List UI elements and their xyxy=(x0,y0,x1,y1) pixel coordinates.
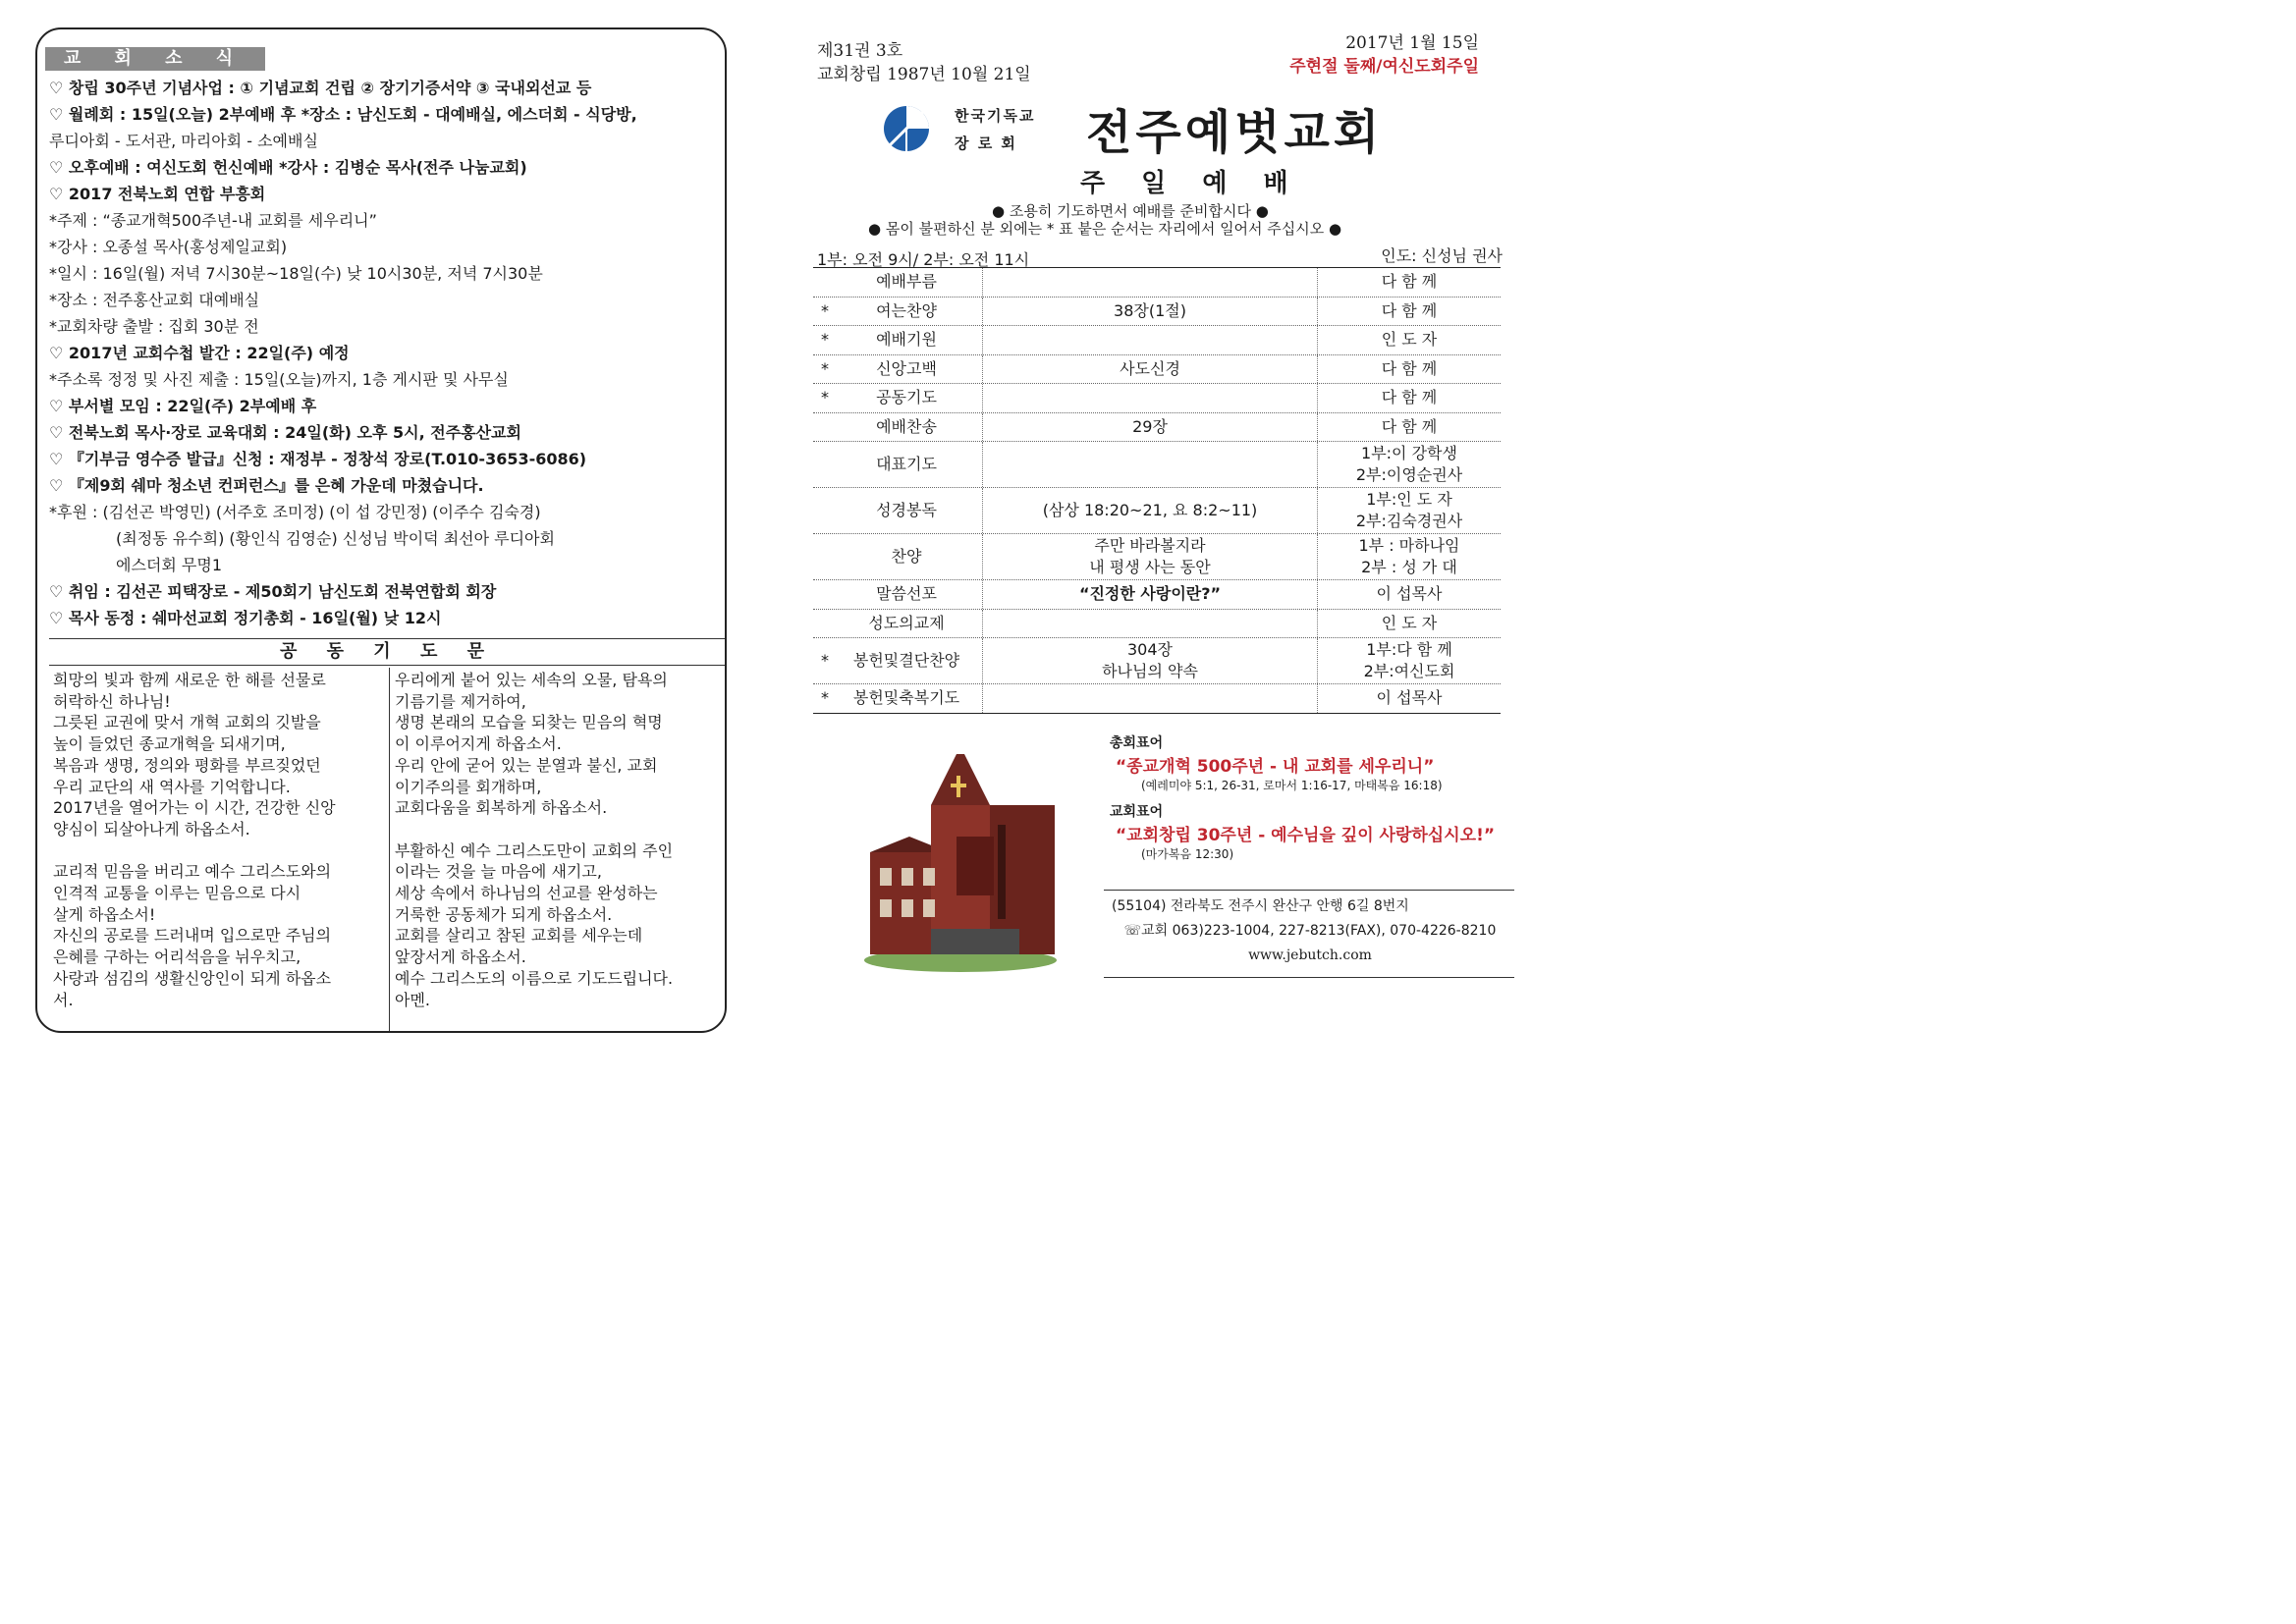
church-news-list xyxy=(49,75,721,631)
worship-element-char: 교 xyxy=(913,613,930,632)
standing-marker: * xyxy=(821,388,829,407)
worship-element-name xyxy=(837,355,982,384)
standing-marker: * xyxy=(821,651,829,670)
worship-element-char: 송 xyxy=(921,416,937,436)
news-item: ♡ 2017 전북노회 연합 부흥회 xyxy=(49,185,266,203)
news-item: 에스더회 무명1 xyxy=(116,556,223,574)
prayer-column-right xyxy=(395,670,725,1010)
worship-order-row xyxy=(813,298,1501,327)
prayer-line: 거룩한 공동체가 되게 하옵소서. xyxy=(395,904,613,924)
prayer-line: 사랑과 섬김의 생활신앙인이 되게 하옵소 xyxy=(53,968,332,988)
prayer-line: 세상 속에서 하나님의 선교를 완성하는 xyxy=(395,884,658,903)
worship-element-char: 성 xyxy=(868,613,884,632)
worship-order-row xyxy=(813,534,1501,580)
detail-line xyxy=(983,271,1317,293)
prayer-column-left xyxy=(53,670,387,1010)
worship-element-char: 도 xyxy=(944,688,960,708)
prayer-line: 희망의 빛과 함께 새로운 한 해를 선물로 xyxy=(53,671,326,689)
standing-marker xyxy=(813,488,837,533)
worship-element-char: 및 xyxy=(883,688,900,708)
worship-element-char: 씀 xyxy=(891,584,906,604)
worship-element-name xyxy=(837,488,982,533)
prayer-line: 기름기를 제거하여, xyxy=(395,691,526,711)
prayer-line: 살게 하옵소서! xyxy=(53,904,156,924)
prayer-line: 양심이 되살아나게 하옵소서. xyxy=(53,819,250,839)
worship-element-char: 백 xyxy=(921,358,937,378)
worship-element-char: 예 xyxy=(876,416,892,436)
prayer-line: 우리 교단의 새 역사를 기억합니다. xyxy=(53,777,291,796)
news-item: ♡ 월례회 : 15일(오늘) 2부예배 후 *장소 : 남신도회 - 대예배실, 에스더회 - 식당방, xyxy=(49,105,637,124)
worship-element-char: 양 xyxy=(944,651,960,670)
worship-order-row xyxy=(813,268,1501,298)
prayer-column-divider xyxy=(389,668,390,1033)
worship-element-leader xyxy=(1318,326,1501,354)
detail-line xyxy=(983,329,1317,351)
leader-line: 2부 : 성 가 대 xyxy=(1361,558,1457,576)
church-website[interactable]: www.jebutch.com xyxy=(1248,947,1372,963)
worship-element-char: 포 xyxy=(921,584,937,604)
worship-element-leader xyxy=(1318,355,1501,384)
leader-line: 다 함 께 xyxy=(1381,300,1438,320)
church-motto-ref: (마가복음 12:30) xyxy=(1141,847,1234,861)
worship-element-char: 도 xyxy=(921,388,937,407)
worship-element-detail xyxy=(982,384,1318,412)
service-times: 1부: 오전 9시/ 2부: 오전 11시 xyxy=(817,250,1030,269)
standing-marker xyxy=(813,610,837,638)
volume-number: 제31권 3호 xyxy=(817,41,903,61)
prayer-line: 높이 들었던 종교개혁을 되새기며, xyxy=(53,734,286,754)
worship-order-row xyxy=(813,488,1501,534)
prayer-line: 2017년을 열어가는 이 시간, 건강한 신앙 xyxy=(53,798,336,818)
standing-marker: * xyxy=(821,688,829,708)
worship-element-char: 봉 xyxy=(852,688,869,708)
worship-element-char: 공 xyxy=(876,388,892,407)
worship-element-char: 동 xyxy=(891,388,906,407)
church-phone: ☏교회 063)223-1004, 227-8213(FAX), 070-4226-8210 xyxy=(1123,923,1497,939)
worship-title: 주 일 예 배 xyxy=(1080,169,1302,198)
leader-line: 이 섭목사 xyxy=(1376,584,1443,604)
liturgical-sunday: 주현절 둘째/여신도회주일 xyxy=(1289,57,1479,77)
prayer-line: 허락하신 하나님! xyxy=(53,691,171,711)
prayer-line: 서. xyxy=(53,990,74,1009)
church-building-photo xyxy=(862,746,1059,972)
notice-stand: ● 몸이 불편하신 분 외에는 * 표 붙은 순서는 자리에서 일어서 주십시오 ● xyxy=(868,220,1342,238)
worship-element-char: 경 xyxy=(891,501,906,519)
worship-element-char: 기 xyxy=(929,688,945,708)
worship-element-name xyxy=(837,684,982,713)
worship-element-char: 의 xyxy=(899,613,914,632)
worship-order-row xyxy=(813,684,1501,713)
denomination-line-1: 한국기독교 xyxy=(955,107,1036,125)
worship-element-leader xyxy=(1318,534,1501,579)
denomination xyxy=(955,102,1035,157)
worship-element-char: 도 xyxy=(883,613,900,632)
worship-element-char: 대 xyxy=(876,455,892,473)
worship-element-char: 배 xyxy=(891,272,906,292)
worship-element-detail xyxy=(982,268,1318,297)
worship-element-leader xyxy=(1318,684,1501,713)
standing-marker xyxy=(813,413,837,442)
news-item: *강사 : 오종설 목사(홍성제일교회) xyxy=(49,238,288,256)
worship-element-char: 찬 xyxy=(891,547,906,566)
standing-marker: * xyxy=(821,330,829,350)
assembly-motto: “종교개혁 500주년 - 내 교회를 세우리니” xyxy=(1116,757,1435,777)
news-item: ♡ 취임 : 김선곤 피택장로 - 제50회기 남신도회 전북연합회 회장 xyxy=(49,582,497,601)
worship-element-detail xyxy=(982,488,1318,533)
prayer-line: 생명 본래의 모습을 되찾는 믿음의 혁명 xyxy=(395,713,663,732)
detail-line: 29장 xyxy=(1132,416,1168,436)
prayer-line: 아멘. xyxy=(395,990,430,1009)
leader-line: 다 함 께 xyxy=(1381,272,1438,292)
news-item: ♡ 2017년 교회수첩 발간 : 22일(주) 예정 xyxy=(49,344,350,362)
worship-element-detail xyxy=(982,580,1318,609)
worship-element-detail xyxy=(982,638,1318,683)
worship-element-detail xyxy=(982,610,1318,638)
assembly-motto-ref: (예레미야 5:1, 26-31, 로마서 1:16-17, 마태복음 16:18) xyxy=(1141,779,1443,792)
worship-element-char: 배 xyxy=(891,416,906,436)
worship-element-detail xyxy=(982,413,1318,442)
worship-element-char: 기 xyxy=(906,330,922,350)
detail-line xyxy=(983,687,1317,709)
worship-element-name xyxy=(837,384,982,412)
prayer-line: 자신의 공로를 드러내며 입으로만 주님의 xyxy=(53,926,332,946)
leader-line: 다 함 께 xyxy=(1381,388,1438,407)
worship-element-char: 기 xyxy=(906,455,922,473)
worship-element-char: 예 xyxy=(876,272,892,292)
prayer-line xyxy=(53,840,387,862)
church-news-panel xyxy=(35,27,727,1033)
detail-line xyxy=(983,387,1317,408)
worship-element-detail xyxy=(982,534,1318,579)
prayer-line: 그릇된 교권에 맞서 개혁 교회의 깃발을 xyxy=(53,713,321,732)
standing-marker xyxy=(813,268,837,297)
worship-element-leader xyxy=(1318,610,1501,638)
worship-element-leader xyxy=(1318,384,1501,412)
news-item: 루디아회 - 도서관, 마리아회 - 소예배실 xyxy=(49,132,318,150)
worship-element-char: 름 xyxy=(921,272,937,292)
service-leader: 인도: 신성님 권사 xyxy=(1381,246,1503,265)
leader-line: 1부:다 함 께 xyxy=(1366,640,1452,659)
leader-line: 인 도 자 xyxy=(1381,613,1438,632)
worship-element-char: 앙 xyxy=(891,358,906,378)
church-motto-label: 교회표어 xyxy=(1110,804,1164,820)
worship-element-leader xyxy=(1318,298,1501,326)
detail-line: 내 평생 사는 동안 xyxy=(1089,558,1211,576)
leader-line: 이 섭목사 xyxy=(1376,688,1443,708)
worship-element-name xyxy=(837,326,982,354)
worship-element-name xyxy=(837,268,982,297)
worship-element-char: 도 xyxy=(921,455,937,473)
standing-marker: * xyxy=(821,358,829,378)
worship-element-char: 기 xyxy=(906,388,922,407)
news-item: (최정동 유수희) (황인식 김영순) 신성님 박이덕 최선아 루디아회 xyxy=(116,529,555,548)
church-contact xyxy=(1104,890,1514,978)
presbyterian-logo-icon xyxy=(882,104,931,153)
detail-line xyxy=(983,454,1317,475)
prayer-line: 교회다움을 회복하게 하옵소서. xyxy=(395,798,608,818)
order-of-worship xyxy=(813,267,1501,714)
prayer-line xyxy=(395,819,725,840)
worship-element-char: 결 xyxy=(899,651,914,670)
volume-info xyxy=(817,39,1031,86)
news-item: ♡ 오후예배 : 여신도회 헌신예배 *강사 : 김병순 목사(전주 나눔교회) xyxy=(49,158,527,177)
worship-element-char: 신 xyxy=(876,358,892,378)
leader-line: 다 함 께 xyxy=(1381,416,1438,436)
worship-element-char: 원 xyxy=(921,330,937,350)
founding-date: 교회창립 1987년 10월 21일 xyxy=(817,65,1031,84)
worship-order-row xyxy=(813,384,1501,413)
news-item: *교회차량 출발 : 집회 30분 전 xyxy=(49,317,259,336)
news-item: *후원 : (김선곤 박영민) (서주호 조미정) (이 섭 강민정) (이주수 김숙경) xyxy=(49,503,541,521)
news-item: ♡ 부서별 모임 : 22일(주) 2부예배 후 xyxy=(49,397,317,415)
prayer-line: 이기주의를 회개하며, xyxy=(395,777,542,796)
worship-element-char: 는 xyxy=(891,300,906,320)
worship-element-char: 복 xyxy=(913,688,930,708)
standing-marker xyxy=(813,442,837,487)
worship-element-char: 축 xyxy=(899,688,914,708)
denomination-line-2: 장 로 회 xyxy=(955,135,1017,152)
worship-element-char: 고 xyxy=(906,358,922,378)
worship-element-char: 말 xyxy=(876,584,892,604)
detail-line: (삼상 18:20~21, 요 8:2~11) xyxy=(1042,501,1258,519)
worship-order-row xyxy=(813,355,1501,385)
prayer-line: 이 이루어지게 하옵소서. xyxy=(395,734,562,754)
detail-line: 304장 xyxy=(1127,640,1173,659)
common-prayer-title: 공 동 기 도 문 xyxy=(49,638,727,666)
prayer-line: 부활하신 예수 그리스도만이 교회의 주인 xyxy=(395,840,674,860)
worship-element-char: 단 xyxy=(913,651,930,670)
church-motto: “교회창립 30주년 - 예수님을 깊이 사랑하십시오!” xyxy=(1116,826,1495,845)
prayer-line: 교리적 믿음을 버리고 예수 그리스도와의 xyxy=(53,862,332,882)
leader-line: 2부:김숙경권사 xyxy=(1355,512,1463,530)
standing-marker xyxy=(813,580,837,609)
worship-element-char: 양 xyxy=(921,300,937,320)
worship-element-char: 부 xyxy=(906,272,922,292)
worship-order-row xyxy=(813,442,1501,488)
church-news-header: 교 회 소 식 xyxy=(45,47,265,71)
standing-marker: * xyxy=(821,300,829,320)
prayer-line: 예수 그리스도의 이름으로 기도드립니다. xyxy=(395,968,674,988)
mottos-block xyxy=(1110,732,1512,862)
prayer-line: 교회를 살리고 참된 교회를 세우는데 xyxy=(395,926,643,946)
worship-element-char: 찬 xyxy=(906,416,922,436)
news-item: ♡ 목사 동정 : 쉐마선교회 정기총회 - 16일(월) 낮 12시 xyxy=(49,609,442,627)
worship-element-char: 예 xyxy=(876,330,892,350)
worship-order-row xyxy=(813,638,1501,684)
worship-element-char: 표 xyxy=(891,455,906,473)
worship-element-name xyxy=(837,442,982,487)
worship-element-char: 양 xyxy=(906,547,922,566)
worship-order-row xyxy=(813,580,1501,610)
leader-line: 1부 : 마하나임 xyxy=(1358,536,1460,555)
worship-element-leader xyxy=(1318,268,1501,297)
detail-line: 하나님의 약속 xyxy=(1102,662,1198,680)
leader-line: 1부:인 도 자 xyxy=(1366,490,1452,509)
leader-line: 1부:이 강학생 xyxy=(1361,444,1457,462)
news-item: ♡ 『기부금 영수증 발급』신청 : 재정부 - 정창석 장로(T.010-3653-6086) xyxy=(49,450,587,468)
worship-element-char: 찬 xyxy=(906,300,922,320)
worship-element-char: 및 xyxy=(883,651,900,670)
worship-element-char: 배 xyxy=(891,330,906,350)
worship-element-name xyxy=(837,413,982,442)
worship-element-char: 봉 xyxy=(852,651,869,670)
worship-element-name xyxy=(837,580,982,609)
detail-line xyxy=(983,613,1317,634)
prayer-line: 앞장서게 하옵소서. xyxy=(395,947,526,967)
worship-element-leader xyxy=(1318,580,1501,609)
worship-element-char: 헌 xyxy=(868,688,884,708)
prayer-line: 복음과 생명, 정의와 평화를 부르짖었던 xyxy=(53,755,321,775)
detail-line: 사도신경 xyxy=(1120,358,1180,378)
church-name: 전주예벗교회 xyxy=(1086,105,1384,160)
standing-marker xyxy=(813,534,837,579)
prayer-line: 은혜를 구하는 어리석음을 뉘우치고, xyxy=(53,947,301,967)
worship-element-char: 봉 xyxy=(906,501,922,519)
worship-element-char: 선 xyxy=(906,584,922,604)
worship-element-detail xyxy=(982,355,1318,384)
worship-element-char: 성 xyxy=(876,501,892,519)
worship-element-name xyxy=(837,298,982,326)
assembly-motto-label: 총회표어 xyxy=(1110,735,1164,751)
prayer-line: 우리 안에 굳어 있는 분열과 불신, 교회 xyxy=(395,755,658,775)
worship-order-row xyxy=(813,610,1501,639)
news-item: *장소 : 전주홍산교회 대예배실 xyxy=(49,291,260,309)
worship-element-detail xyxy=(982,298,1318,326)
worship-element-name xyxy=(837,638,982,683)
worship-element-detail xyxy=(982,442,1318,487)
worship-element-char: 제 xyxy=(929,613,945,632)
news-item: ♡ 『제9회 쉐마 청소년 컨퍼런스』를 은혜 가운데 마쳤습니다. xyxy=(49,476,484,495)
prayer-line: 이라는 것을 늘 마음에 새기고, xyxy=(395,862,602,882)
worship-element-char: 헌 xyxy=(868,651,884,670)
news-item: ♡ 창립 30주년 기념사업 : ① 기념교회 건립 ② 장기기증서약 ③ 국내외선교 등 xyxy=(49,79,592,97)
church-address: (55104) 전라북도 전주시 완산구 안행 6길 8번지 xyxy=(1112,898,1409,914)
worship-element-char: 독 xyxy=(921,501,937,519)
leader-line: 다 함 께 xyxy=(1381,358,1438,378)
worship-element-leader xyxy=(1318,488,1501,533)
worship-element-name xyxy=(837,610,982,638)
leader-line: 2부:여신도회 xyxy=(1363,662,1455,680)
leader-line: 2부:이영순권사 xyxy=(1355,465,1463,484)
news-item: *일시 : 16일(월) 저녁 7시30분~18일(수) 낮 10시30분, 저녁 7시30분 xyxy=(49,264,543,283)
worship-element-char: 여 xyxy=(876,300,892,320)
bulletin-date: 2017년 1월 15일 xyxy=(1345,33,1479,53)
worship-order-row xyxy=(813,413,1501,443)
worship-element-leader xyxy=(1318,413,1501,442)
news-item: *주소록 정정 및 사진 제출 : 15일(오늘)까지, 1층 게시판 및 사무실 xyxy=(49,370,509,389)
worship-element-detail xyxy=(982,326,1318,354)
leader-line: 인 도 자 xyxy=(1381,330,1438,350)
prayer-line: 인격적 교통을 이루는 믿음으로 다시 xyxy=(53,884,301,903)
news-item: *주제 : “종교개혁500주년-내 교회를 세우리니” xyxy=(49,211,377,230)
news-item: ♡ 전북노회 목사·장로 교육대회 : 24일(화) 오후 5시, 전주홍산교회 xyxy=(49,423,521,442)
prayer-line: 우리에게 붙어 있는 세속의 오물, 탐욕의 xyxy=(395,671,668,689)
detail-line: 주만 바라볼지라 xyxy=(1094,536,1206,555)
detail-line: 38장(1절) xyxy=(1114,300,1186,320)
worship-order-row xyxy=(813,326,1501,355)
worship-element-name xyxy=(837,534,982,579)
notice-prepare: ● 조용히 기도하면서 예배를 준비합시다 ● xyxy=(992,202,1269,220)
detail-line: “진정한 사랑이란?” xyxy=(1078,584,1222,604)
bulletin-date-block xyxy=(1289,31,1479,79)
worship-element-leader xyxy=(1318,442,1501,487)
worship-element-leader xyxy=(1318,638,1501,683)
worship-element-char: 찬 xyxy=(929,651,945,670)
worship-element-detail xyxy=(982,684,1318,713)
